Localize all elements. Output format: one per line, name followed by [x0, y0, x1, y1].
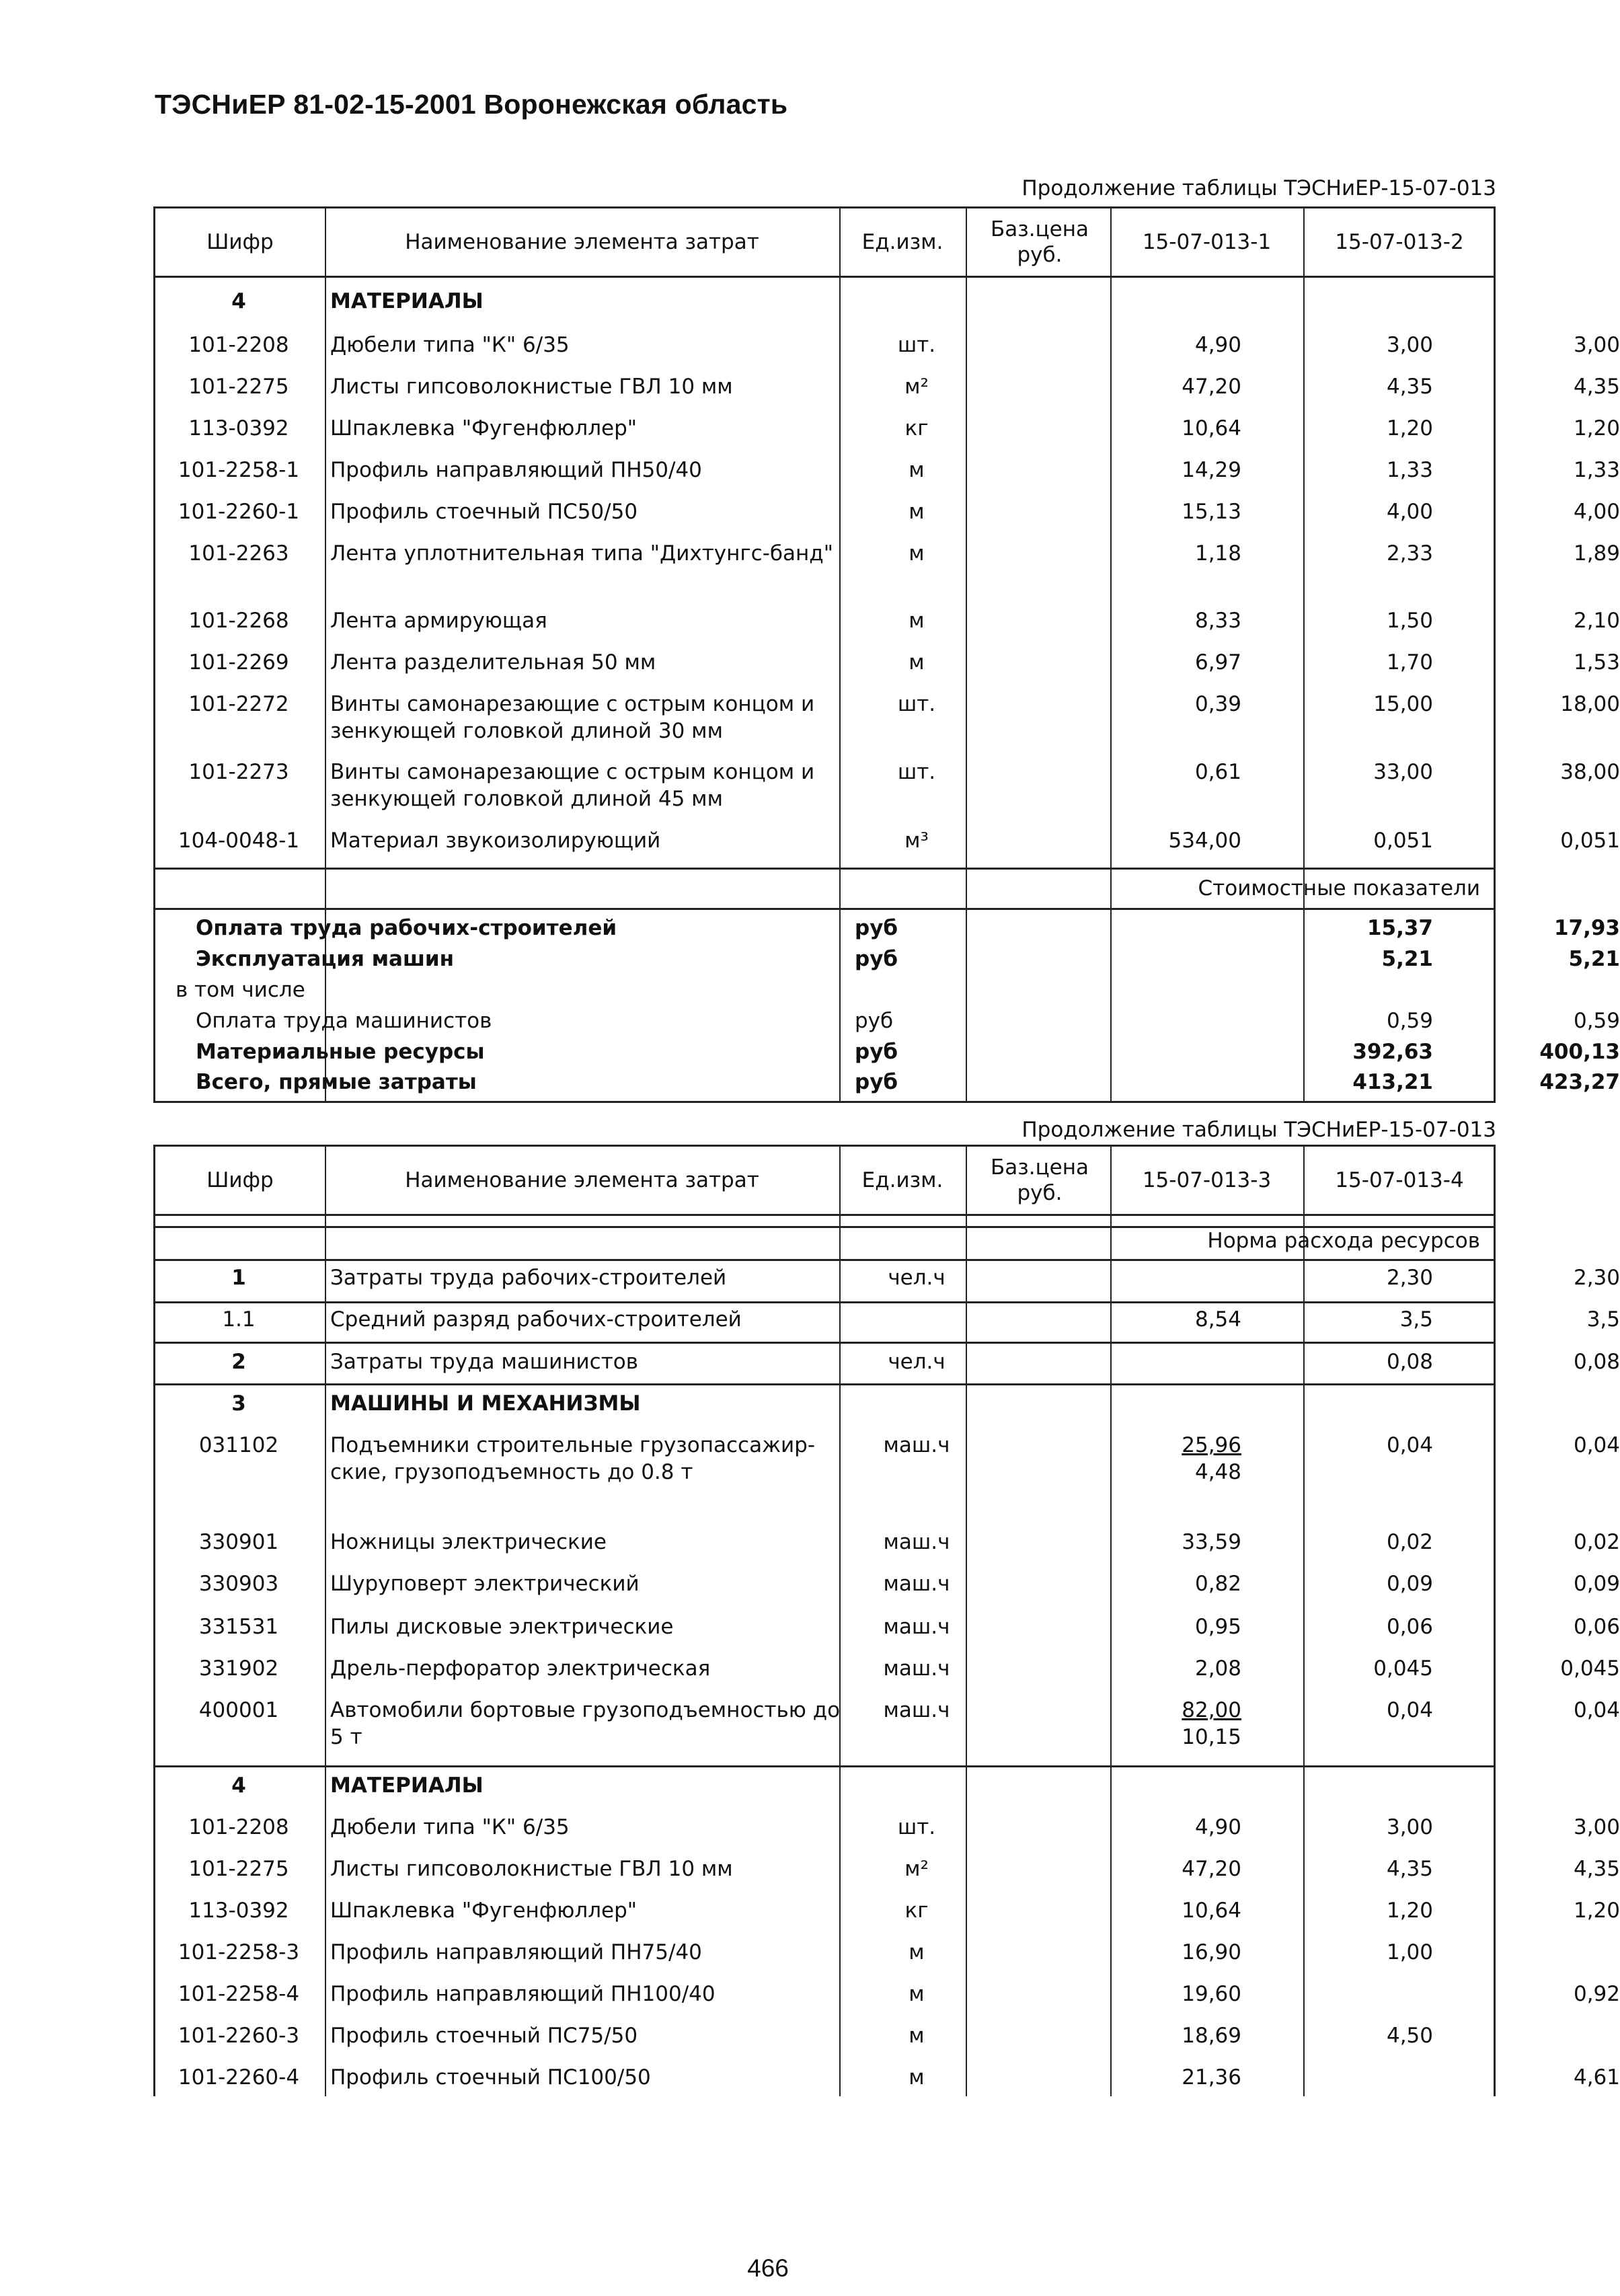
row-code: 101-2260-1 [178, 500, 300, 524]
row-value-a: 1,00 [1386, 1940, 1433, 1964]
row-value-a: 0,09 [1386, 1572, 1433, 1596]
row-value-b: 4,00 [1573, 500, 1620, 524]
row-price: 4,90 [1194, 333, 1241, 357]
row-name: Подъемники строительные грузопассажир-ские, грузоподъемность до 0.8 т [330, 1433, 816, 1484]
row-value-b: 0,04 [1573, 1433, 1620, 1457]
summary-unit: руб [855, 1040, 898, 1064]
row-value-a: 0,04 [1386, 1698, 1433, 1722]
row-value-a: 1,50 [1386, 609, 1433, 633]
row-code: 1.1 [222, 1307, 256, 1332]
row-price: 8,33 [1194, 609, 1241, 633]
summary-value-a: 0,59 [1386, 1009, 1433, 1033]
row-name: Профиль направляющий ПН100/40 [330, 1982, 716, 2006]
row-name: Средний разряд рабочих-строителей [330, 1307, 742, 1332]
header-price: Баз.цена руб. [990, 217, 1089, 267]
summary-value-b: 423,27 [1539, 1070, 1620, 1094]
row-price: 21,36 [1182, 2065, 1241, 2090]
row-price: 47,20 [1182, 375, 1241, 399]
row-unit: м [909, 500, 925, 524]
summary-value-a: 5,21 [1381, 947, 1433, 971]
row-name: Лента уплотнительная типа "Дихтунгс-банд" [330, 541, 833, 566]
row-unit: м [909, 2065, 925, 2090]
row-code: 101-2275 [188, 375, 289, 399]
section-number: 3 [231, 1391, 246, 1416]
header-col-a: 15-07-013-3 [1142, 1168, 1272, 1192]
row-code: 101-2258-4 [178, 1982, 300, 2006]
row-code: 101-2275 [188, 1857, 289, 1881]
row-value-a: 3,00 [1386, 333, 1433, 357]
row-unit: м² [904, 375, 929, 399]
row-value-b: 1,33 [1573, 458, 1620, 482]
row-unit: м [909, 1940, 925, 1964]
row-value-b: 0,09 [1573, 1572, 1620, 1596]
row-value-b: 3,00 [1573, 1815, 1620, 1839]
summary-unit: руб [855, 916, 898, 940]
row-name: Листы гипсоволокнистые ГВЛ 10 мм [330, 375, 733, 399]
row-value-b: 0,06 [1573, 1615, 1620, 1639]
summary-unit: руб [855, 947, 898, 971]
row-price-secondary: 10,15 [1182, 1725, 1241, 1749]
header-col-a: 15-07-013-1 [1142, 230, 1272, 254]
row-price: 1,18 [1194, 541, 1241, 566]
row-unit: маш.ч [883, 1530, 950, 1554]
summary-name: в том числе [176, 978, 305, 1002]
row-code: 101-2269 [188, 650, 289, 675]
header-col-b: 15-07-013-4 [1335, 1168, 1464, 1192]
row-code: 101-2273 [188, 760, 289, 784]
row-value-b: 4,35 [1573, 1857, 1620, 1881]
row-code: 101-2258-1 [178, 458, 300, 482]
row-price: 14,29 [1182, 458, 1241, 482]
table1-caption: Продолжение таблицы ТЭСНиЕР-15-07-013 [1021, 176, 1496, 200]
row-unit: м³ [904, 829, 929, 853]
row-code: 400001 [198, 1698, 279, 1722]
page-number: 466 [747, 2254, 789, 2282]
row-unit: м [909, 1982, 925, 2006]
row-price: 8,54 [1194, 1307, 1241, 1332]
section-number: 4 [231, 289, 246, 313]
row-price: 15,13 [1182, 500, 1241, 524]
row-value-a: 0,051 [1373, 829, 1433, 853]
row-value-a: 1,33 [1386, 458, 1433, 482]
row-name: Ножницы электрические [330, 1530, 607, 1554]
row-name: Винты самонарезающие с острым концом и зенкующей головкой длиной 30 мм [330, 692, 815, 743]
row-unit: шт. [897, 333, 936, 357]
row-value-b: 0,02 [1573, 1530, 1620, 1554]
row-name: Шпаклевка "Фугенфюллер" [330, 1899, 638, 1923]
row-value-b: 3,5 [1586, 1307, 1620, 1332]
row-unit: м² [904, 1857, 929, 1881]
row-code: 101-2260-3 [178, 2024, 300, 2048]
row-name: Дюбели типа "К" 6/35 [330, 1815, 570, 1839]
summary-unit: руб [855, 1009, 894, 1033]
table2-caption: Продолжение таблицы ТЭСНиЕР-15-07-013 [1021, 1118, 1496, 1142]
row-value-a: 3,5 [1399, 1307, 1433, 1332]
row-price: 82,00 [1182, 1698, 1241, 1722]
row-code: 031102 [198, 1433, 279, 1457]
row-code: 101-2258-3 [178, 1940, 300, 1964]
row-name: Материал звукоизолирующий [330, 829, 661, 853]
row-name: Лента разделительная 50 мм [330, 650, 656, 675]
row-value-a: 2,33 [1386, 541, 1433, 566]
row-name: Винты самонарезающие с острым концом и зенкующей головкой длиной 45 мм [330, 760, 815, 811]
row-price: 16,90 [1182, 1940, 1241, 1964]
row-value-b: 1,20 [1573, 1899, 1620, 1923]
row-name: Затраты труда рабочих-строителей [330, 1266, 727, 1290]
row-value-a: 2,30 [1386, 1266, 1433, 1290]
row-code: 330903 [198, 1572, 279, 1596]
row-value-a: 1,20 [1386, 1899, 1433, 1923]
row-unit: м [909, 2024, 925, 2048]
row-unit: маш.ч [883, 1615, 950, 1639]
row-value-b: 38,00 [1560, 760, 1620, 784]
row-code: 101-2208 [188, 1815, 289, 1839]
row-price: 2,08 [1194, 1656, 1241, 1681]
row-unit: кг [904, 1899, 929, 1923]
row-code: 104-0048-1 [178, 829, 300, 853]
section-title: МАТЕРИАЛЫ [330, 1773, 484, 1798]
row-value-a: 4,35 [1386, 1857, 1433, 1881]
row-value-a: 1,70 [1386, 650, 1433, 675]
summary-unit: руб [855, 1070, 898, 1094]
row-value-a: 15,00 [1373, 692, 1433, 716]
row-name: Шуруповерт электрический [330, 1572, 640, 1596]
row-value-b: 18,00 [1560, 692, 1620, 716]
header-unit: Ед.изм. [861, 1168, 943, 1192]
band-label: Стоимостные показатели [1198, 876, 1480, 901]
row-price: 6,97 [1194, 650, 1241, 675]
row-price: 0,95 [1194, 1615, 1241, 1639]
row-value-b: 1,53 [1573, 650, 1620, 675]
row-code: 101-2268 [188, 609, 289, 633]
table1 [153, 206, 1620, 1103]
row-price: 25,96 [1182, 1433, 1241, 1457]
row-value-b: 1,20 [1573, 416, 1620, 441]
summary-value-a: 15,37 [1366, 916, 1433, 940]
row-unit: чел.ч [888, 1350, 946, 1374]
row-unit: маш.ч [883, 1433, 950, 1457]
summary-value-a: 413,21 [1352, 1070, 1433, 1094]
row-name: Автомобили бортовые грузоподъемностью до 5 т [330, 1698, 841, 1749]
row-name: Профиль стоечный ПС100/50 [330, 2065, 651, 2090]
row-name: Пилы дисковые электрические [330, 1615, 674, 1639]
header-name: Наименование элемента затрат [405, 1168, 759, 1192]
row-unit: маш.ч [883, 1572, 950, 1596]
row-value-a: 3,00 [1386, 1815, 1433, 1839]
row-value-a: 0,045 [1373, 1656, 1433, 1681]
row-unit: кг [904, 416, 929, 441]
row-value-a: 4,35 [1386, 375, 1433, 399]
document-title: ТЭСНиЕР 81-02-15-2001 Воронежская область [155, 89, 788, 120]
row-code: 331902 [198, 1656, 279, 1681]
row-name: Дрель-перфоратор электрическая [330, 1656, 711, 1681]
row-value-a: 1,20 [1386, 416, 1433, 441]
row-value-b: 0,045 [1560, 1656, 1620, 1681]
section-title: МАТЕРИАЛЫ [330, 289, 484, 313]
row-name: Профиль стоечный ПС50/50 [330, 500, 638, 524]
row-name: Профиль направляющий ПН75/40 [330, 1940, 702, 1964]
row-price: 19,60 [1182, 1982, 1241, 2006]
table2 [153, 1145, 1620, 2096]
row-value-b: 2,30 [1573, 1266, 1620, 1290]
row-name: Профиль стоечный ПС75/50 [330, 2024, 638, 2048]
summary-name: Эксплуатация машин [196, 947, 455, 971]
row-value-b: 0,92 [1573, 1982, 1620, 2006]
row-name: Затраты труда машинистов [330, 1350, 639, 1374]
row-value-b: 4,35 [1573, 375, 1620, 399]
row-name: Профиль направляющий ПН50/40 [330, 458, 702, 482]
row-value-b: 2,10 [1573, 609, 1620, 633]
summary-value-b: 400,13 [1539, 1040, 1620, 1064]
section-number: 4 [231, 1773, 246, 1798]
header-code: Шифр [206, 230, 274, 254]
row-unit: м [909, 541, 925, 566]
row-code: 330901 [198, 1530, 279, 1554]
row-unit: маш.ч [883, 1656, 950, 1681]
row-code: 101-2260-4 [178, 2065, 300, 2090]
row-value-a: 4,00 [1386, 500, 1433, 524]
section-title: МАШИНЫ И МЕХАНИЗМЫ [330, 1391, 641, 1416]
row-unit: м [909, 609, 925, 633]
header-price: Баз.цена руб. [990, 1155, 1089, 1205]
row-unit: чел.ч [888, 1266, 946, 1290]
header-col-b: 15-07-013-2 [1335, 230, 1464, 254]
summary-name: Всего, прямые затраты [196, 1070, 477, 1094]
row-price: 0,39 [1194, 692, 1241, 716]
row-price: 0,61 [1194, 760, 1241, 784]
header-unit: Ед.изм. [861, 230, 943, 254]
row-value-b: 1,89 [1573, 541, 1620, 566]
row-unit: м [909, 458, 925, 482]
row-value-b: 0,04 [1573, 1698, 1620, 1722]
row-unit: шт. [897, 692, 936, 716]
row-price: 10,64 [1182, 1899, 1241, 1923]
header-code: Шифр [206, 1168, 274, 1192]
summary-name: Оплата труда машинистов [196, 1009, 492, 1033]
band-label: Норма расхода ресурсов [1207, 1229, 1480, 1253]
summary-value-a: 392,63 [1352, 1040, 1433, 1064]
row-value-b: 3,00 [1573, 333, 1620, 357]
row-unit: шт. [897, 1815, 936, 1839]
row-price: 0,82 [1194, 1572, 1241, 1596]
row-value-a: 0,02 [1386, 1530, 1433, 1554]
row-unit: м [909, 650, 925, 675]
header-name: Наименование элемента затрат [405, 230, 759, 254]
summary-value-b: 5,21 [1568, 947, 1620, 971]
summary-name: Материальные ресурсы [196, 1040, 485, 1064]
row-name: Лента армирующая [330, 609, 547, 633]
row-code: 113-0392 [188, 1899, 289, 1923]
row-code: 101-2208 [188, 333, 289, 357]
row-value-a: 0,06 [1386, 1615, 1433, 1639]
summary-value-b: 17,93 [1553, 916, 1620, 940]
row-price-secondary: 4,48 [1194, 1460, 1241, 1484]
summary-name: Оплата труда рабочих-строителей [196, 916, 617, 940]
row-unit: шт. [897, 760, 936, 784]
row-code: 113-0392 [188, 416, 289, 441]
row-price: 534,00 [1168, 829, 1241, 853]
row-unit: маш.ч [883, 1698, 950, 1722]
row-price: 33,59 [1182, 1530, 1241, 1554]
row-name: Шпаклевка "Фугенфюллер" [330, 416, 638, 441]
row-value-a: 4,50 [1386, 2024, 1433, 2048]
row-value-b: 0,08 [1573, 1350, 1620, 1374]
row-value-a: 0,04 [1386, 1433, 1433, 1457]
row-code: 331531 [198, 1615, 279, 1639]
row-price: 4,90 [1194, 1815, 1241, 1839]
row-code: 101-2263 [188, 541, 289, 566]
summary-value-b: 0,59 [1573, 1009, 1620, 1033]
row-price: 47,20 [1182, 1857, 1241, 1881]
row-value-b: 0,051 [1560, 829, 1620, 853]
row-value-a: 33,00 [1373, 760, 1433, 784]
row-code: 101-2272 [188, 692, 289, 716]
row-code: 2 [231, 1350, 246, 1374]
row-value-a: 0,08 [1386, 1350, 1433, 1374]
row-price: 18,69 [1182, 2024, 1241, 2048]
row-code: 1 [231, 1266, 246, 1290]
row-name: Листы гипсоволокнистые ГВЛ 10 мм [330, 1857, 733, 1881]
row-name: Дюбели типа "К" 6/35 [330, 333, 570, 357]
row-value-b: 4,61 [1573, 2065, 1620, 2090]
row-price: 10,64 [1182, 416, 1241, 441]
